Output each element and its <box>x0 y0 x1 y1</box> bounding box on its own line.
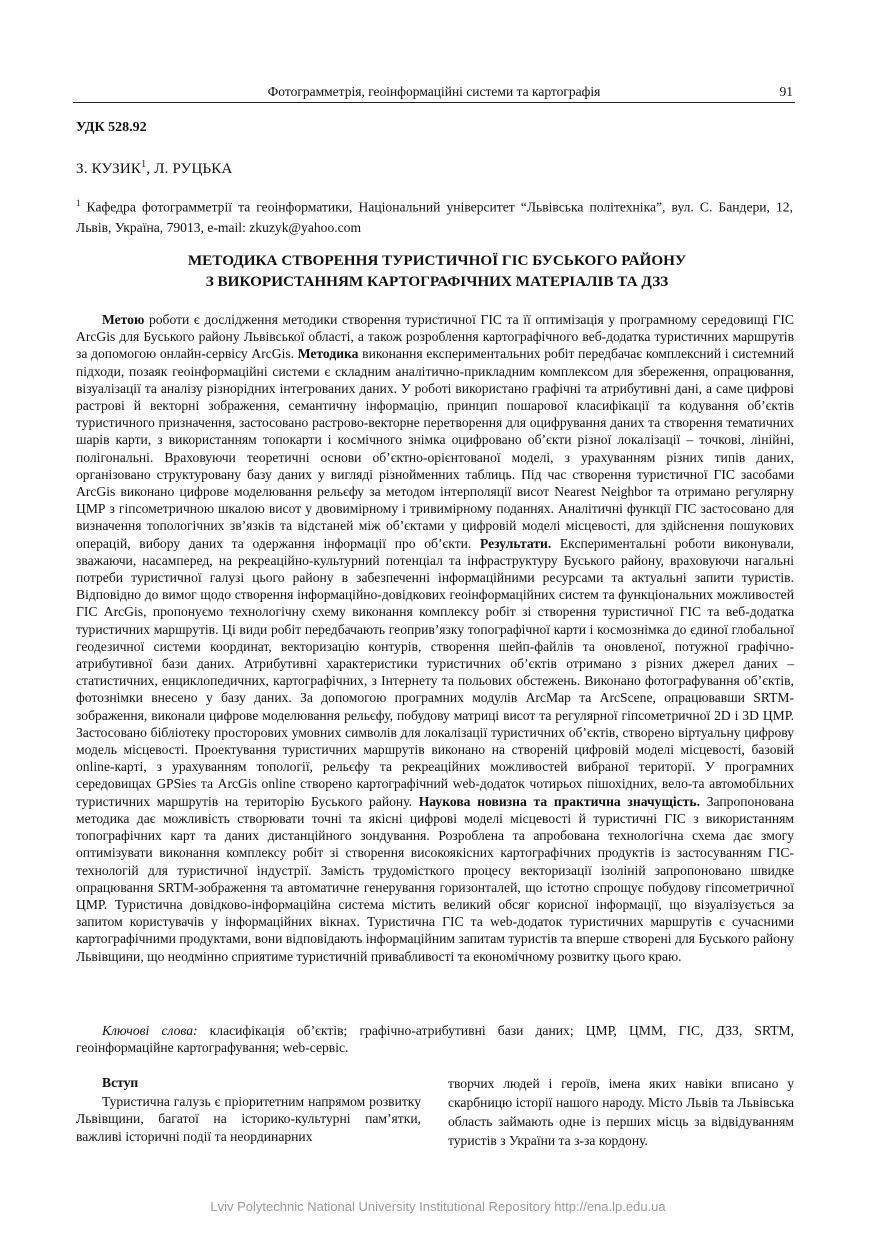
affiliation-text: Кафедра фотограмметрії та геоінформатики, Національний університет “Львівська політехніка”, вул. С. Бандери, 12, Львів, Україна, 79013, e-mail: zkuzyk@yahoo.com <box>76 199 793 235</box>
title-line-2: З ВИКОРИСТАННЯМ КАРТОГРАФІЧНИХ МАТЕРІАЛІВ ТА ДЗЗ <box>205 273 669 290</box>
author-1: З. КУЗИК <box>76 161 142 177</box>
intro-right-column: творчих людей і героїв, імена яких навіки вписано у скарбницю історії нашого народу. Місто Львів та Львівська область займають одне із перших місць за відвідуванням туристів з України та з-за кордону. <box>448 1076 794 1148</box>
aim-text: роботи є дослідження методики створення туристичної ГІС та її оптимізація у програмному середовищі ГІС ArcGis для Буського району Львівської області, а також розроблення картографічного веб-додатка туристичних маршрутів за допомогою онлайн-сервісу ArcGis. <box>76 312 794 362</box>
keywords <box>76 1022 794 1056</box>
article-title <box>76 250 798 292</box>
intro-left-text: Туристична галузь є пріоритетним напрямом розвитку Львівщини, багатої на історико-культурні пам’ятки, важливі історичні події та неординарних <box>76 1094 421 1144</box>
affiliation-mark: 1 <box>76 198 81 208</box>
affiliation <box>76 193 793 238</box>
method-label: Методика <box>297 346 359 362</box>
keywords-label: Ключові слова: <box>102 1023 198 1038</box>
author-1-affiliation-mark: 1 <box>141 159 147 170</box>
results-label: Результати. <box>479 535 552 551</box>
novelty-text: Запропонована методика дає можливість створювати точні та якісні цифрові моделі місцевості й туристичні ГІС з використанням топографічних карт та даних дистанційного зондування. Розроблена та апробована технологічна схема дає змогу оптимізувати виконання комплексу робіт зі створення високоякісних картографічних продуктів із застосуванням ГІС-технологій для туристичної індустрії. Замість трудомісткого процесу векторизації ізоліній запропоновано швидке опрацювання SRTM-зображення та автоматичне генерування горизонталей, що істотно спрощує побудову гіпсометричної ЦМР. Туристична довідково-інформаційна система містить великий обсяг корисної інформації, що візуалізується за запитом користувачів у інформаційних вікнах. Туристична ГІС та web-додаток туристичних маршрутів є сучасними картографічними продуктами, вони відповідають інформаційним запитам туристів та вперше створені для Буського району Львівщини, що неодмінно сприятиме туристичній привабливості та економічному розвитку цього краю. <box>76 793 794 964</box>
running-header <box>73 82 795 103</box>
repository-footer: Lviv Polytechnic National University Institutional Repository http://ena.lp.edu.ua <box>210 1199 666 1214</box>
author-separator: , <box>146 161 155 177</box>
results-text: Експериментальні роботи виконували, зважаючи, насамперед, на рекреаційно-культурний потенціал та інфраструктуру Буського району, враховуючи нагальні потреби туристичної галузі цього району в забезпеченні інформаційними ресурсами та актуальні запити туристів. Відповідно до вимог щодо створення інформаційно-довідкових геоінформаційних систем та функціональних можливостей ГІС ArcGis, пропонуємо технологічну схему виконання комплексу робіт зі створення туристичної ГІС та веб-додатка туристичних маршрутів. Ці види робіт передбачають геоприв’язку топографічної карти і космознімка до єдиної глобальної геодезичної системи координат, векторизацію контурів, створення шейп-файлів та оновленої, потужної графічно-атрибутивної бази даних. Атрибутивні характеристики туристичних об’єктів отримано з різних джерел даних – статистичних, енциклопедичних, картографічних, з Інтернету та польових обстежень. Виконано фотографування об’єктів, фотознімки внесено у базу даних. За допомогою програмних модулів ArcMap та ArcScene, опрацювавши SRTM-зображення, виконали цифрове моделювання рельєфу, побудову матриці висот та регулярної гіпсометричної 2D і 3D ЦМР. Застосовано бібліотеку просторових умовних символів для локалізації туристичних об’єктів, створено віртуальну цифрову модель місцевості. Проектування туристичних маршрутів виконано на створеній цифровій моделі місцевості, базовій online-карті, з урахуванням топології, рельєфу та рекреаційних можливостей вибраної території. У програмних середовищах GPSies та ArcGis online створено картографічний web-додаток чотирьох пішохідних, вело-та автомобільних туристичних маршрутів на територію Буського району. <box>76 535 794 809</box>
abstract <box>76 311 794 965</box>
intro-left-column <box>76 1074 421 1145</box>
method-text: виконання експериментальних робіт передбачає комплексний і системний підходи, позаяк геоінформаційні системи є складним аналітично-прикладним комплексом для збереження, опрацювання, візуалізації та аналізу різнорідних інтегрованих даних. У роботі використано графічні та атрибутивні дані, а саме цифрові растрові й векторні зображення, семантичну інформацію, принцип пошарової класифікації та кодування об’єктів туристичного призначення, застосовано растрово-векторне перетворення для оцифрування даних та створення тематичних шарів карти, з використанням топокарти і космічного знімка оцифровано об’єкти різної локалізації – точкові, лінійні, полігональні. Враховуючи теоретичні основи об’єктно-орієнтованої моделі, з урахуванням різних типів даних, організовано структуровану базу даних у вигляді різнойменних таблиць. Під час створення туристичної ГІС засобами ArcGis виконано цифрове моделювання рельєфу за методом інтерполяції висот Nearest Neighbor та отримано регулярну ЦМР з гіпсометричною шкалою висот у двовимірному і тривимірному поданнях. Аналітичні функції ГІС застосовано для визначення топологічних зв’язків та відстаней між об’єктами у цифровій моделі місцевості, для здійснення пошукових операцій, вибору даних та одержання інформації про об’єкти. <box>76 346 794 551</box>
page-number: 91 <box>779 84 793 99</box>
udc-code: УДК 528.92 <box>76 120 147 135</box>
aim-label: Метою <box>102 312 145 327</box>
intro-heading: Вступ <box>102 1075 139 1090</box>
journal-title: Фотограмметрія, геоінформаційні системи та картографія <box>267 84 601 99</box>
authors <box>76 155 233 179</box>
author-2: Л. РУЦЬКА <box>154 161 233 177</box>
title-line-1: МЕТОДИКА СТВОРЕННЯ ТУРИСТИЧНОЇ ГІС БУСЬКОГО РАЙОНУ <box>187 252 687 269</box>
novelty-label: Наукова новизна та практична значущість. <box>418 793 700 809</box>
keywords-text: класифікація об’єктів; графічно-атрибутивні бази даних; ЦМР, ЦММ, ГІС, ДЗЗ, SRTM, геоінформаційне картографування; web-сервіс. <box>76 1023 794 1056</box>
